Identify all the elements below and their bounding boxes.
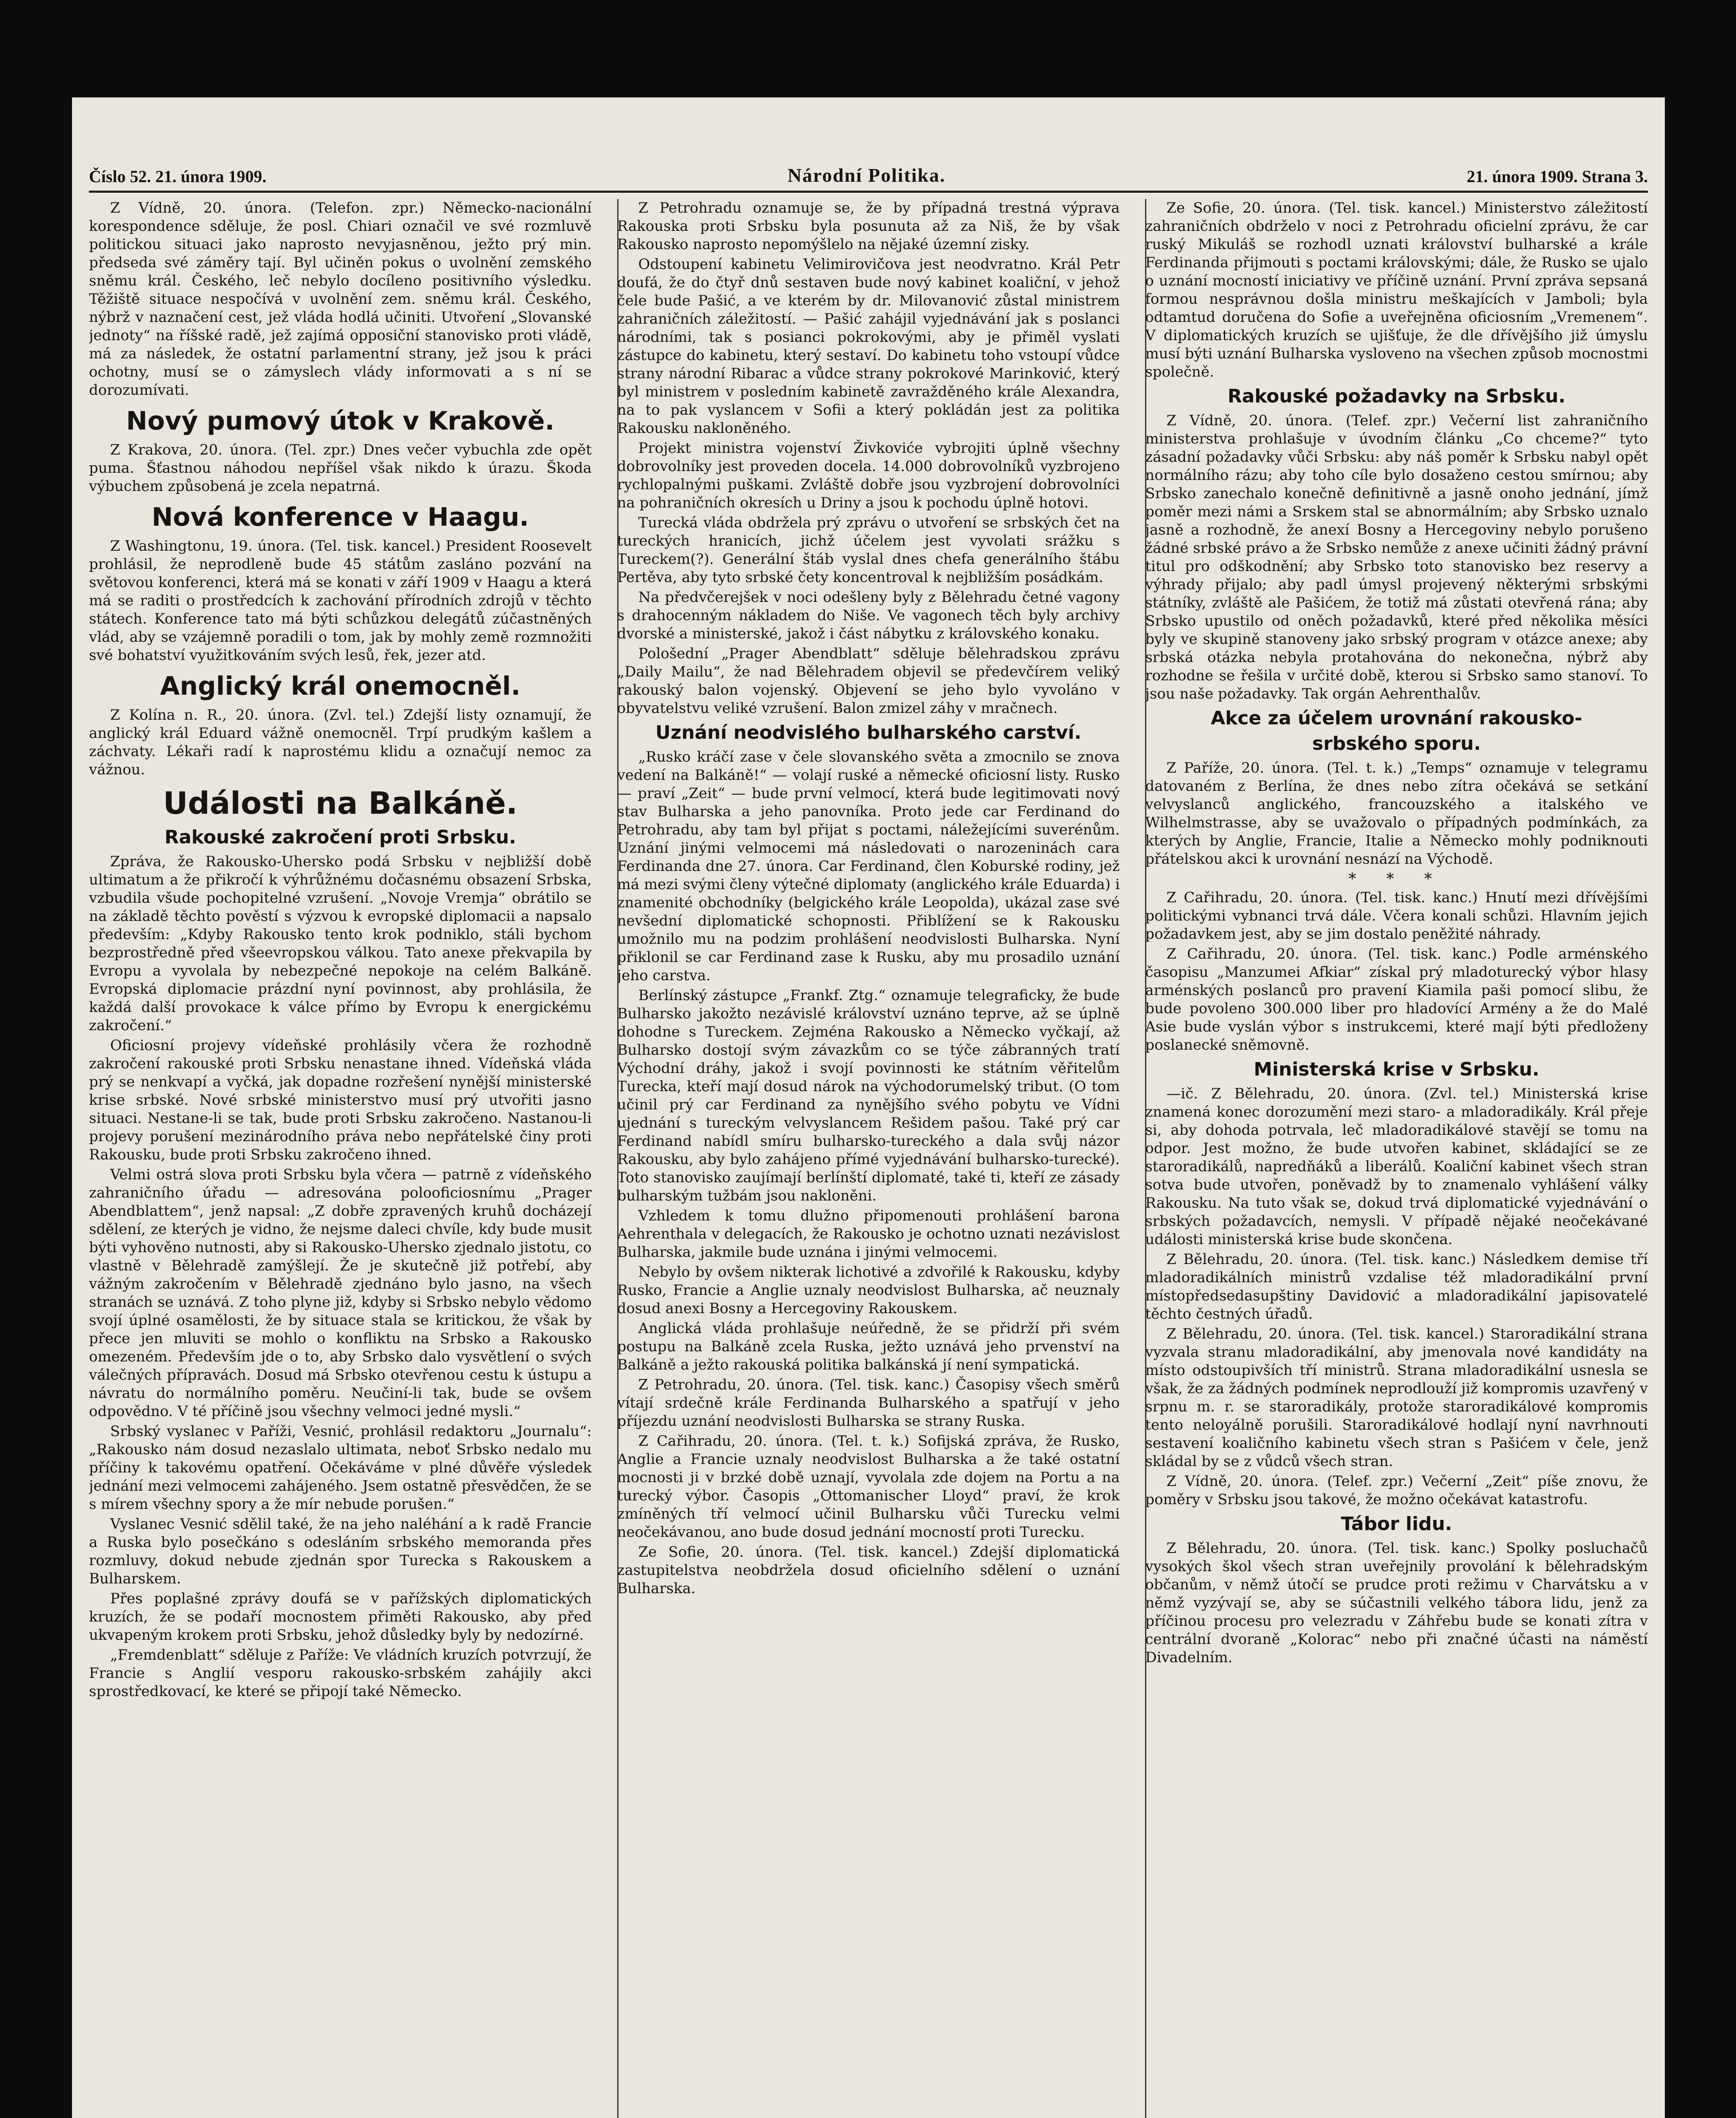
article-text: Z Bělehradu, 20. února. (Tel. tisk. kancel.) Staroradikální strana vyzvala stranu mladoradikální, aby jmenovala nové kandidáty na místo odstoupivších tří ministrů. Strana mladoradikální usnesla se však, že za žádných podmínek neprodlouží již kompromis uzavřený v srpnu m. r. se staroradikály, protože staroradikálové kompromis tento neloyálně porušili. Staroradikálové hodlají nyní navrhnouti sestavení koaličního kabinetu všech stran s Pašićem v čele, jenž skládal by se z vůdců všech stran. bbox=[1145, 1325, 1648, 1470]
article-text: Vzhledem k tomu dlužno připomenouti prohlášení barona Aehrenthala v delegacích, že Rakousko je ochotno uznati nezávislost Bulharska, jakmile bude uznána i jinými velmocemi. bbox=[617, 1207, 1120, 1261]
subheadline-austrian-action: Rakouské zakročení proti Srbsku. bbox=[164, 826, 516, 848]
article-text: Z Cařihradu, 20. února. (Tel. tisk. kanc.) Podle arménského časopisu „Manzumei Afkiar“ získal prý mladoturecký výbor hlasy arménských poslanců pro pravení Kiamila paši pomocí slibu, že bude povoleno 300.000 liber pro hladovící Armény a že do Malé Asie bude vyslán výbor s instrukcemi, které mají býti předloženy poslanecké sněmovně. bbox=[1145, 945, 1648, 1053]
article-text: „Fremdenblatt“ sděluje z Paříže: Ve vládních kruzích potvrzují, že Francie s Anglií vesporu rakousko-srbském zahájily akci sprostředkovací, ke které se připojí také Německo. bbox=[89, 1647, 592, 1700]
columns bbox=[89, 199, 1648, 2118]
headline-haag: Nová konference v Haagu. bbox=[151, 502, 529, 532]
article-text: Nebylo by ovšem nikterak lichotivé a zdvořilé k Rakousku, kdyby Rusko, Francie a Anglie uznaly neodvislost Bulharska, ač neuznaly dosud anexi Bosny a Hercegoviny Rakouskem. bbox=[617, 1264, 1120, 1317]
article-text: Z Paříže, 20. února. (Tel. t. k.) „Temps“ oznamuje v telegramu datovaném z Berlína, že dnes nebo zítra očekává se setkání velvyslanců anglického, francouzského a italského ve Wilhelmstrasse, aby se uvažovalo o případných podmínkách, za kterých by Anglie, Francie, Italie a Německo mohly podniknouti přátelskou akci k urovnání nesnází na Východě. bbox=[1145, 760, 1648, 868]
article-text: Zpráva, že Rakousko-Uhersko podá Srbsku v nejbližší době ultimatum a že přikročí k výhrůžnému dočasnému obsazení Srbska, vzbudila všude pochopitelné vzrušení. „Novoje Vremja“ obrátilo se na základě těchto pověstí s výzvou k evropské diplomacii a napsalo především: „Kdyby Rakousko tento krok podniklo, stáli bychom bezprostředně před všeevropskou válkou. Tato anexe překvapila by Evropu a vyvolala by nebezpečné nepokoje na celém Balkáně. Evropská diplomacie prázdní nyní povinnost, aby prohlásila, že každá další provokace k válce přímo by Evropu k energickému zakročení.“ bbox=[89, 853, 592, 1034]
article-text: Z Vídně, 20. února. (Telef. zpr.) Večerní „Zeit“ píše znovu, že poměry v Srbsku jsou takové, že možno očekávat katastrofu. bbox=[1145, 1473, 1648, 1508]
newspaper-page bbox=[72, 97, 1665, 2118]
article-text: Velmi ostrá slova proti Srbsku byla včera — patrně z vídeňského zahraničního úřadu — adresována polooficiosnímu „Prager Abendblattem“, jenž napsal: „Z dobře zpravených kruhů docházejí sdělení, ze kterých je vidno, že nejsme daleci chvíle, kdy bude musit býti vyhověno nutnosti, aby si Rakousko-Uhersko zjednalo jistotu, co vlastně v Bělehradě zamýšlejí. Že je skutečně již potřebí, aby vážným zakročením v Bělehradě zjednáno bylo jasno, na všech stranách se uznává. Z toho plyne již, kdyby si Srbsko nebylo vědomo svojí úplné osamělosti, že by situace stala se kritickou, že však by přece jen mluviti se mohlo o konfliktu na Srbsko a Rakousko omezeném. Především jde o to, aby Srbsko dalo vysvětlení o svých válečných přípravách. Dosud má Srbsko otevřenou cestu k ústupu a návratu do normálního poměru. Neučiní-li tak, bude se ovšem odpovědno. V té příčině jsou všechny velmoci jedné mysli.“ bbox=[89, 1166, 592, 1420]
newspaper-title: Národní Politika. bbox=[788, 164, 946, 186]
article-text: Z Cařihradu, 20. února. (Tel. tisk. kanc.) Hnutí mezi dřívějšími politickými vybnanci trvá dále. Včera konali schůzi. Hlavním jejich požadavkem jest, aby se jim dostalo peněžité náhrady. bbox=[1145, 889, 1648, 943]
headline-king-ill: Anglický král onemocněl. bbox=[160, 671, 521, 701]
headline-peoples-rally: Tábor lidu. bbox=[1341, 1513, 1452, 1535]
article-text: Ze Sofie, 20. února. (Tel. tisk. kancel.) Ministerstvo záležitostí zahraničních obdrželo v noci z Petrohradu oficielní zprávu, že car ruský Mikuláš se rozhodl uznati království bulharské a krále Ferdinanda přijmouti s poctami královskými; dále, že Rusko se ujalo o uznání mocností iniciativy ve příčině uznání. První zpráva sepsaná formou nesprávnou došla ministru meškajících v Jamboli; byla odtamtud doručena do Sofie a uveřejněna oficiosním „Vremenem“. V diplomatických kruzích se ujišťuje, že dle dřívějšího již úmyslu musí býti uznání Bulharska vysloveno na všechen způsob mocnostmi společně. bbox=[1145, 200, 1648, 380]
article-text: Z Vídně, 20. února. (Telef. zpr.) Večerní list zahraničního ministerstva prohlašuje v úvodním článku „Co chceme?“ tyto zásadní požadavky vůči Srbsku: aby náš poměr k Srbsku nabyl opět normálního rázu; aby toho cíle bylo dosaženo cestou smírnou; aby Srbsko zanechalo konečně definitivně a jasně onoho jednání, jímž poměr mezi námi a Srskem stal se abnormálním; aby Srbsko uznalo jasně a rozhodně, že anexí Bosny a Hercegoviny nebylo porušeno žádné srbské právo a že Srbsko nemůže z anexe učiniti žádný právní titul pro odškodnění; aby Srbsko toto stanovisko bez reservy a výhrady přijalo; aby padl úmysl projevený některými srbskými státníky, zvláště ale Pašićem, že totiž má zůstati otevřená rána; aby Srbsko upustilo od oněch požadavků, které před několika měsíci byly ve skupině stanoveny jako srbský program v otázce anexe; aby srbská otázka nebyla protahována do nekonečna, nýbrž aby rozhodne se řešila v určité době, kterou si Srbsko samo stanoví. To jsou naše požadavky. Tak orgán Aehrenthalův. bbox=[1145, 412, 1648, 702]
column-1 bbox=[89, 199, 592, 2118]
article-text: Ze Sofie, 20. února. (Tel. tisk. kancel.) Zdejší diplomatická zastupitelstva neobdržela dosud oficielního sdělení o uznání Bulharska. bbox=[617, 1544, 1120, 1597]
headline-krakov: Nový pumový útok v Krakově. bbox=[126, 406, 555, 436]
section-separator: * * * bbox=[1348, 870, 1445, 888]
article-text: Z Bělehradu, 20. února. (Tel. tisk. kanc.) Následkem demise tří mladoradikálních ministrů vzdalise též mladoradikální první místopředsedasupštiny Davidović a mladoradikální japisovatelé těchto čestných úřadů. bbox=[1145, 1251, 1648, 1322]
article-text: Anglická vláda prohlašuje neúředně, že se přidrží při svém postupu na Balkáně zcela Ruska, ježto uznává jeho prvenství na Balkáně a ježto rakouská politika balkánská jí není sympatická. bbox=[617, 1320, 1120, 1373]
article-text: Z Petrohradu, 20. února. (Tel. tisk. kanc.) Časopisy všech směrů vítají srdečně krále Ferdinanda Bulharského a spatřují v jeho příjezdu uznání neodvislosti Bulharska se strany Ruska. bbox=[617, 1376, 1120, 1430]
article-text: „Rusko kráčí zase v čele slovanského světa a zmocnilo se znova vedení na Balkáně!“ — volají ruské a německé oficiosní listy. Rusko — praví „Zeit“ — bude první velmocí, která bude legitimovati nový stav Bulharska a jeho panovníka. Proto jede car Ferdinand do Petrohradu, aby tam byl přijat s poctami, náležejícími suverénům. Uznání jinými velmocemi má následovati o narozeninách cara Ferdinanda dne 27. února. Car Ferdinand, člen Koburské rodiny, jež má mezi svými členy výtečné diplomaty (anglického krále Eduarda) i znamenité obchodníky (belgického krále Leopolda), ukázal zase své nevšední diplomatické schopnosti. Přiblížení se k Rakousku umožnilo mu na podzim prohlášení neodvislosti Bulharska. Nyní přiklonil se car Ferdinand zase k Rusku, aby mu prosadilo uznání jeho carstva. bbox=[617, 749, 1120, 984]
article-text: Z Bělehradu, 20. února. (Tel. tisk. kanc.) Spolky posluchačů vysokých škol všech stran uveřejnily provolání k bělehradským občanům, v němž útočí se prudce proti režimu v Charvátsku a v němž vyzývají se, aby se súčastnili velkého tábora lidu, jenž za příčinou procesu pro velezradu v Záhřebu bude se konati zítra v centrální dvoraně „Kolorac“ nebo při značné účasti na náměstí Divadelním. bbox=[1145, 1540, 1648, 1666]
article-text: Turecká vláda obdržela prý zprávu o utvoření se srbských čet na tureckých hranicích, jichž účelem jest vyvolati srážku s Tureckem(?). Generální štáb vyslal dnes chefa generálního štábu Pertěva, aby tyto srbské čety koncentroval k nejbližším posádkám. bbox=[617, 514, 1120, 586]
page-header bbox=[89, 157, 1648, 193]
headline-bulgaria-recognition: Uznání neodvislého bulharského carství. bbox=[655, 722, 1082, 743]
article-text: Z Washingtonu, 19. února. (Tel. tisk. kancel.) President Roosevelt prohlásil, že neprodleně bude 45 státům zasláno pozvání na světovou konferenci, která má se konati v září 1909 v Haagu a která má se raditi o prostředcích k zachování přírodních zdrojů v těchto státech. Konference tato má býti schůzkou delegátů zúčastněných vlád, aby se vzájemně poradili o tom, jak by mohly země rozmnožiti své bohatství využitkováním svých lesů, řek, jezer atd. bbox=[89, 538, 592, 664]
article-text: Z Petrohradu oznamuje se, že by případná trestná výprava Rakouska proti Srbsku byla posunuta až za Niš, že by však Rakousko naprosto nepomýšlelo na nějaké územní zisky. bbox=[617, 200, 1120, 253]
article-text: Z Krakova, 20. února. (Tel. zpr.) Dnes večer vybuchla zde opět puma. Šťastnou náhodou nepříšel však nikdo k úrazu. Škoda výbuchem způsobená je zcela nepatrná. bbox=[89, 441, 592, 495]
headline-ministerial-crisis: Ministerská krise v Srbsku. bbox=[1253, 1059, 1539, 1080]
headline-settlement-action-line2: srbského sporu. bbox=[1312, 733, 1481, 754]
article-text: Projekt ministra vojenství Živkoviće vybrojiti úplně všechny dobrovolníky jest proveden docela. 14.000 dobrovolníků vyzbrojeno rychlopalnými puškami. Zvláště dobře jsou vyzbrojení dobrovolníci na pohraničních okresích u Driny a jsou k pochodu úplně hotovi. bbox=[617, 440, 1120, 511]
article-text: Vyslanec Vesnić sdělil také, že na jeho naléhání a k radě Francie a Ruska bylo posečkáno s odesláním srbského memoranda přes rozmluvy, dokud nebude zjednán spor Turecka s Rakouskem a Bulharskem. bbox=[89, 1516, 592, 1587]
headline-balkan: Události na Balkáně. bbox=[163, 785, 518, 821]
headline-settlement-action: Akce za účelem urovnání rakousko- bbox=[1211, 707, 1583, 729]
article-text: —ič. Z Bělehradu, 20. února. (Zvl. tel.) Ministerská krise znamená konec dorozumění mezi staro- a mladoradikály. Král přeje si, aby dohoda potrvala, leč mladoradikálové stavějí se tomu na odpor. Jest možno, že bude utvořen kabinet, skládající se ze staroradikálů, napredňáků a liberálů. Koaliční kabinet všech stran sotva bude utvořen, poněvadž by to znamenalo vyhlášení války Rakousku. Na tuto však se, dokud trvá diplomatické vyjednávání o srbských požadavcích, nemysli. V případě nějaké neočekávané události ministerská krise bude skončena. bbox=[1145, 1085, 1648, 1248]
article-text: Z Kolína n. R., 20. února. (Zvl. tel.) Zdejší listy oznamují, že anglický král Eduard vážně onemocněl. Trpí prudkým kašlem a záchvaty. Lékaři radí k naprostému klidu a označují nemoc za vážnou. bbox=[89, 707, 592, 778]
page-number-date: 21. února 1909. Strana 3. bbox=[1467, 167, 1648, 186]
article-text: Z Cařihradu, 20. února. (Tel. t. k.) Sofijská zpráva, že Rusko, Anglie a Francie uznaly neodvislost Bulharska a že také ostatní mocnosti ji v brzké době uznají, vyvolala zde dojem na Portu a na turecký výbor. Časopis „Ottomanischer Lloyd“ praví, že krok zmíněných tří velmocí učinil Bulharsku vůči Turecku velmi neočekávanou, ano bude dosud jednání mocností proti Turecku. bbox=[617, 1433, 1120, 1541]
article-text: Přes poplašné zprávy doufá se v pařížských diplomatických kruzích, že se podaří mocnostem přiměti Rakousko, aby před ukvapeným krokem proti Srbsku, jehož důsledky byly by nedozírné. bbox=[89, 1590, 592, 1644]
article-text: Berlínský zástupce „Frankf. Ztg.“ oznamuje telegraficky, že bude Bulharsko jakožto nezávislé království uznáno teprve, až se úplně dohodne s Tureckem. Zejména Rakousko a Německo vyčkají, až Bulharsko dostojí svým závazkům co se týče zábranných tratí Východní dráhy, jakož i svojí povinnosti ke státním věřitelům Turecka, kteří mají dosud nárok na východorumelský tribut. (O tom učinil prý car Ferdinand za nynějšího svého pobytu ve Vídni ujednání s tureckým velvyslancem Rešidem pašou. Také prý car Ferdinand nabídl smíru bulharsko-tureckého a dala svůj názor Rakousku, aby bylo zahájeno přímé vyjednávání bulharsko-turecké). Toto stanovisko zaujímají berlínští diplomaté, také ti, kteří ze zásady bulharským tužbám jsou nakloněni. bbox=[617, 987, 1120, 1204]
column-3 bbox=[1145, 199, 1648, 2118]
headline-austrian-demands: Rakouské požadavky na Srbsku. bbox=[1227, 385, 1566, 407]
issue-number-date: Číslo 52. 21. února 1909. bbox=[89, 167, 266, 186]
article-text: Pološední „Prager Abendblatt“ sděluje bělehradskou zprávu „Daily Mailu“, že nad Bělehradem objevil se předevčírem veliký rakouský balon vojenský. Objevení se jeho bylo vyvoláno v obyvatelstvu veliké vzrušení. Balon zmizel záhy v mračnech. bbox=[617, 645, 1120, 717]
column-2 bbox=[617, 199, 1120, 2118]
article-text: Srbský vyslanec v Paříži, Vesnić, prohlásil redaktoru „Journalu“: „Rakousko nám dosud nezaslalo ultimata, neboť Srbsko nedalo mu příčiny k takovému opatření. Očekáváme v plné důvěře výsledek jednání mezi velmocemi zahájeného. Jsem ostatně přesvědčen, že se s mírem všechny spory a že mír nebude porušen.“ bbox=[89, 1423, 592, 1513]
article-text: Z Vídně, 20. února. (Telefon. zpr.) Německo-nacionální korespondence sděluje, že posl. Chiari označil ve své rozmluvě politickou situaci jako naprosto nevyjasněnou, ježto prý min. předseda své záměry tají. Byl učiněn pokus o uvolnění zemského sněmu král. Českého, leč nebylo docíleno positivního výsledku. Těžiště situace nespočívá v uvolnění zem. sněmu král. Českého, nýbrž v naznačení cest, jež vláda hodlá učiniti. Utvoření „Slovanské jednoty“ na říšské radě, jež zajímá opposiční stanovisko proti vládě, má za následek, že ostatní parlamentní strany, jež jsou k práci ochotny, musí se o zámyslech vlády informovati a s ní se dorozumívati. bbox=[89, 200, 592, 399]
article-text: Odstoupení kabinetu Velimirovičova jest neodvratno. Král Petr doufá, že do čtyř dnů sestaven bude nový kabinet koaliční, v jehož čele bude Pašić, a ve kterém by dr. Milovanović zůstal ministrem zahraničních záležitostí. — Pašić zahájil vyjednávání jak s poslanci národními, tak s posianci pokrokovými, aby je přiměl vyslati zástupce do kabinetu, který sestaví. Do kabinetu toho vstoupí vůdce strany národní Ribarac a vůdce strany pokrokové Marinković, který byl ministrem v posledním kabinetě zavražděného krále Alexandra, na to pak vyslancem v Sofii a který pokládán jest za politika Rakousku nakloněného. bbox=[617, 256, 1120, 437]
article-text: Na předvčerejšek v noci odešleny byly z Bělehradu četné vagony s drahocenným nákladem do Niše. Ve vagonech těch byly archivy dvorské a ministerské, jakož i část nábytku z královského konaku. bbox=[617, 589, 1120, 642]
article-text: Oficiosní projevy vídeňské prohlásily včera že rozhodně zakročení rakouské proti Srbsku nenastane ihned. Vídeňská vláda prý se nenkvapí a vyčká, jak dopadne rozřešení nynější ministerské krise srbské. Nové srbské ministerstvo musí prý utvořiti jasno situaci. Nestane-li se tak, bude proti Srbsku zakročeno. Nastanou-li projevy porušení mezinárodního práva nebo nepřátelské činy proti Rakousku, bude proti Srbsku zakročeno ihned. bbox=[89, 1037, 592, 1163]
